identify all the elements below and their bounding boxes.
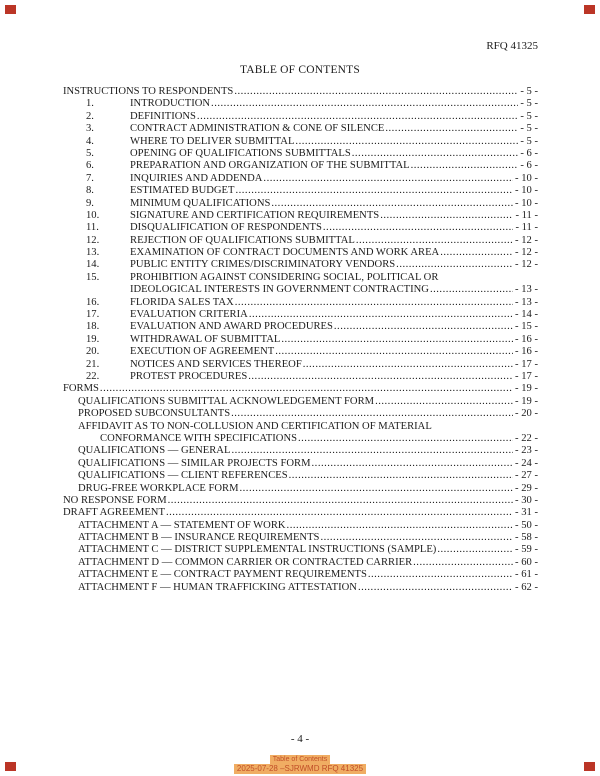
toc-entry[interactable] (63, 148, 538, 160)
toc-entry-page: - 6 - (520, 147, 538, 159)
dot-leader (413, 557, 513, 569)
toc-entry[interactable] (63, 210, 538, 222)
toc-entry-number: 14. (86, 259, 100, 271)
toc-entry[interactable] (63, 123, 538, 135)
toc-entry[interactable] (63, 495, 538, 507)
toc-entry-page: - 15 - (515, 321, 538, 333)
dot-leader (356, 235, 513, 247)
dot-leader (368, 569, 513, 581)
toc-entry-page: - 14 - (515, 309, 538, 321)
toc-entry[interactable] (63, 173, 538, 185)
toc-entry-title: DEFINITIONS (130, 110, 196, 122)
toc-entry[interactable] (63, 309, 538, 321)
dot-leader (231, 408, 513, 420)
toc-entry-title: NO RESPONSE FORM (63, 494, 167, 506)
corner-marker (5, 5, 16, 14)
toc-entry-number: 4. (86, 135, 94, 147)
toc-entry[interactable] (63, 98, 538, 110)
toc-entry-number: 18. (86, 321, 100, 333)
toc-entry-title: MINIMUM QUALIFICATIONS (130, 197, 271, 209)
toc-entry-title: AFFIDAVIT AS TO NON-COLLUSION AND CERTIFICATION OF MATERIAL (78, 420, 432, 432)
toc-entry-title: PROHIBITION AGAINST CONSIDERING SOCIAL, POLITICAL OR (130, 271, 439, 283)
dot-leader (358, 582, 513, 594)
dot-leader (289, 470, 513, 482)
toc-entry[interactable] (63, 284, 538, 296)
toc-entry-page: - 19 - (515, 383, 538, 395)
toc-entry-page: - 50 - (515, 519, 538, 531)
toc-entry-title: QUALIFICATIONS — CLIENT REFERENCES (78, 470, 288, 482)
toc-entry[interactable] (63, 235, 538, 247)
toc-entry-title: FLORIDA SALES TAX (130, 296, 234, 308)
toc-entry-page: - 6 - (520, 160, 538, 172)
dot-leader (166, 507, 513, 519)
toc-entry-page: - 59 - (515, 544, 538, 556)
toc-entry[interactable] (63, 346, 538, 358)
toc-entry-title: INQUIRIES AND ADDENDA (130, 172, 263, 184)
toc-entry[interactable] (63, 259, 538, 271)
toc-entry-page: - 20 - (515, 408, 538, 420)
toc-entry[interactable] (63, 222, 538, 234)
toc-entry-number: 15. (86, 271, 100, 283)
toc-entry-number: 16. (86, 296, 100, 308)
toc-entry-title: ATTACHMENT A — STATEMENT OF WORK (78, 519, 286, 531)
toc-entry[interactable] (63, 321, 538, 333)
toc-entry-number: 13. (86, 247, 100, 259)
toc-entry-title: ATTACHMENT C — DISTRICT SUPPLEMENTAL INSTRUCTIONS (SAMPLE) (78, 544, 437, 556)
toc-entry-page: - 13 - (515, 296, 538, 308)
toc-entry-page: - 16 - (515, 346, 538, 358)
toc-entry-title: WITHDRAWAL OF SUBMITTAL (130, 333, 281, 345)
toc-entry-page: - 17 - (515, 358, 538, 370)
toc-entry-page: - 16 - (515, 333, 538, 345)
toc-entry[interactable] (63, 334, 538, 346)
toc-entry[interactable] (63, 86, 538, 98)
dot-leader (275, 346, 513, 358)
dot-leader (312, 458, 514, 470)
dot-leader (323, 222, 514, 234)
toc-entry-title: OPENING OF QUALIFICATIONS SUBMITTALS (130, 147, 351, 159)
toc-entry-title: PROPOSED SUBCONSULTANTS (78, 408, 231, 420)
toc-entry-page: - 5 - (520, 135, 538, 147)
toc-entry-title: CONTRACT ADMINISTRATION & CONE OF SILENCE (130, 123, 385, 135)
toc-entry[interactable] (63, 136, 538, 148)
toc-entry-title: EVALUATION AND AWARD PROCEDURES (130, 321, 333, 333)
dot-leader (235, 297, 513, 309)
toc-entry[interactable] (63, 421, 538, 433)
toc-entry[interactable] (63, 396, 538, 408)
toc-entry[interactable] (63, 198, 538, 210)
dot-leader (231, 445, 513, 457)
dot-leader (334, 321, 513, 333)
toc-entry-number: 7. (86, 172, 94, 184)
toc-entry-title: FORMS (63, 383, 99, 395)
toc-entry-title: ATTACHMENT B — INSURANCE REQUIREMENTS (78, 532, 320, 544)
toc-entry-page: - 5 - (520, 123, 538, 135)
dot-leader (352, 148, 519, 160)
toc-entry[interactable] (63, 544, 538, 556)
toc-entry-page: - 61 - (515, 569, 538, 581)
toc-entry[interactable] (63, 111, 538, 123)
toc-entry-page: - 5 - (520, 86, 538, 97)
toc-entry[interactable] (63, 371, 538, 383)
dot-leader (385, 123, 518, 135)
toc-entry[interactable] (63, 433, 538, 445)
dot-leader (248, 371, 513, 383)
toc-entry-page: - 27 - (515, 470, 538, 482)
toc-entry[interactable] (63, 458, 538, 470)
dot-leader (281, 334, 513, 346)
dot-leader (211, 98, 518, 110)
toc-entry-title: QUALIFICATIONS SUBMITTAL ACKNOWLEDGEMENT FORM (78, 395, 375, 407)
toc-entry-page: - 12 - (515, 234, 538, 246)
dot-leader (234, 86, 518, 98)
toc-entry-title: DRAFT AGREEMENT (63, 507, 165, 519)
toc-entry-number: 9. (86, 197, 94, 209)
toc-entry[interactable] (63, 470, 538, 482)
toc-entry[interactable] (63, 272, 538, 284)
toc-entry-page: - 24 - (515, 457, 538, 469)
dot-leader (235, 185, 513, 197)
toc-entry-page: - 17 - (515, 370, 538, 382)
toc-entry[interactable] (63, 507, 538, 519)
toc-entry-title: QUALIFICATIONS — SIMILAR PROJECTS FORM (78, 457, 311, 469)
dot-leader (298, 433, 513, 445)
toc-entry-number: 3. (86, 123, 94, 135)
dot-leader (320, 532, 513, 544)
footer-tag[interactable]: Table of Contents (270, 755, 330, 764)
toc-entry[interactable] (63, 408, 538, 420)
toc-entry[interactable] (63, 582, 538, 594)
toc-entry-page: - 58 - (515, 532, 538, 544)
toc-entry-title: SIGNATURE AND CERTIFICATION REQUIREMENTS (130, 209, 380, 221)
toc-entry-number: 5. (86, 147, 94, 159)
toc-entry[interactable] (63, 359, 538, 371)
document-number: RFQ 41325 (486, 40, 538, 52)
toc-entry[interactable] (63, 520, 538, 532)
toc-entry-title: DISQUALIFICATION OF RESPONDENTS (130, 222, 322, 234)
toc-entry-title: CONFORMANCE WITH SPECIFICATIONS (100, 432, 297, 444)
toc-entry-page: - 5 - (520, 98, 538, 110)
page-number: - 4 - (290, 733, 310, 745)
toc-entry-title: INSTRUCTIONS TO RESPONDENTS (63, 86, 234, 97)
dot-leader (430, 284, 513, 296)
toc-entry-title: ATTACHMENT F — HUMAN TRAFFICKING ATTESTATION (78, 581, 357, 593)
dot-leader (440, 247, 513, 259)
toc-entry[interactable] (63, 483, 538, 495)
toc-entry-title: ESTIMATED BUDGET (130, 185, 235, 197)
toc-entry[interactable] (63, 569, 538, 581)
toc-entry-page: - 22 - (515, 432, 538, 444)
toc-entry-number: 1. (86, 98, 94, 110)
dot-leader (197, 111, 518, 123)
dot-leader (380, 210, 513, 222)
toc-entry-number: 2. (86, 110, 94, 122)
toc-entry-number: 8. (86, 185, 94, 197)
toc-entry[interactable] (63, 383, 538, 395)
toc-entry-page: - 29 - (515, 482, 538, 494)
toc-entry-page: - 11 - (515, 209, 538, 221)
toc-entry-title: REJECTION OF QUALIFICATIONS SUBMITTAL (130, 234, 355, 246)
toc-entry-title: NOTICES AND SERVICES THEREOF (130, 358, 302, 370)
toc-entry-title: PREPARATION AND ORGANIZATION OF THE SUBMITTAL (130, 160, 410, 172)
dot-leader (168, 495, 513, 507)
toc-entry-number: 22. (86, 370, 100, 382)
toc-entry[interactable] (63, 297, 538, 309)
toc-entry[interactable] (63, 247, 538, 259)
toc-entry[interactable] (63, 160, 538, 172)
dot-leader (100, 383, 513, 395)
toc-entry-title: EVALUATION CRITERIA (130, 309, 248, 321)
toc-entry-page: - 12 - (515, 259, 538, 271)
toc-entry-title: WHERE TO DELIVER SUBMITTAL (130, 135, 295, 147)
toc-entry-title: EXAMINATION OF CONTRACT DOCUMENTS AND WORK AREA (130, 247, 440, 259)
toc-entry-number: 17. (86, 309, 100, 321)
dot-leader (271, 198, 513, 210)
toc-entry-page: - 13 - (515, 284, 538, 296)
toc-entry-page: - 60 - (515, 556, 538, 568)
toc-entry-page: - 10 - (515, 185, 538, 197)
dot-leader (437, 544, 513, 556)
toc-entry-page: - 11 - (515, 222, 538, 234)
toc-entry-page: - 10 - (515, 197, 538, 209)
toc-entry-title: QUALIFICATIONS — GENERAL (78, 445, 231, 457)
toc-entry-page: - 31 - (515, 507, 538, 519)
toc-entry-title: INTRODUCTION (130, 98, 211, 110)
footer-stamps (0, 755, 600, 774)
dot-leader (303, 359, 513, 371)
toc-entry-title: ATTACHMENT E — CONTRACT PAYMENT REQUIREMENTS (78, 569, 367, 581)
toc-entry-title: PROTEST PROCEDURES (130, 370, 248, 382)
dot-leader (411, 160, 519, 172)
dot-leader (240, 483, 514, 495)
dot-leader (287, 520, 514, 532)
toc-entry-page: - 19 - (515, 395, 538, 407)
toc-entry[interactable] (63, 445, 538, 457)
toc-list (63, 86, 538, 594)
dot-leader (263, 173, 513, 185)
toc-entry-title: IDEOLOGICAL INTERESTS IN GOVERNMENT CONTRACTING (130, 284, 429, 296)
toc-entry-number: 19. (86, 333, 100, 345)
toc-entry-title: PUBLIC ENTITY CRIMES/DISCRIMINATORY VENDORS (130, 259, 396, 271)
toc-entry-title: DRUG-FREE WORKPLACE FORM (78, 482, 239, 494)
toc-entry-number: 11. (86, 222, 99, 234)
toc-entry-number: 10. (86, 209, 100, 221)
dot-leader (249, 309, 513, 321)
toc-entry-page: - 10 - (515, 172, 538, 184)
toc-entry-number: 21. (86, 358, 100, 370)
page-title: TABLE OF CONTENTS (239, 64, 361, 76)
dot-leader (375, 396, 513, 408)
footer-tag[interactable]: 2025-07-28 –SJRWMD RFQ 41325 (234, 764, 366, 774)
dot-leader (396, 259, 513, 271)
toc-entry-number: 12. (86, 234, 100, 246)
toc-entry-page: - 62 - (515, 581, 538, 593)
toc-entry[interactable] (63, 185, 538, 197)
toc-entry-title: ATTACHMENT D — COMMON CARRIER OR CONTRACTED CARRIER (78, 556, 413, 568)
toc-entry-page: - 12 - (515, 247, 538, 259)
toc-entry[interactable] (63, 532, 538, 544)
toc-entry-page: - 5 - (520, 110, 538, 122)
toc-entry-page: - 30 - (515, 494, 538, 506)
toc-entry-page: - 23 - (515, 445, 538, 457)
toc-entry-number: 20. (86, 346, 100, 358)
toc-entry-number: 6. (86, 160, 94, 172)
corner-marker (584, 5, 595, 14)
toc-entry[interactable] (63, 557, 538, 569)
toc-entry-title: EXECUTION OF AGREEMENT (130, 346, 275, 358)
dot-leader (295, 136, 518, 148)
